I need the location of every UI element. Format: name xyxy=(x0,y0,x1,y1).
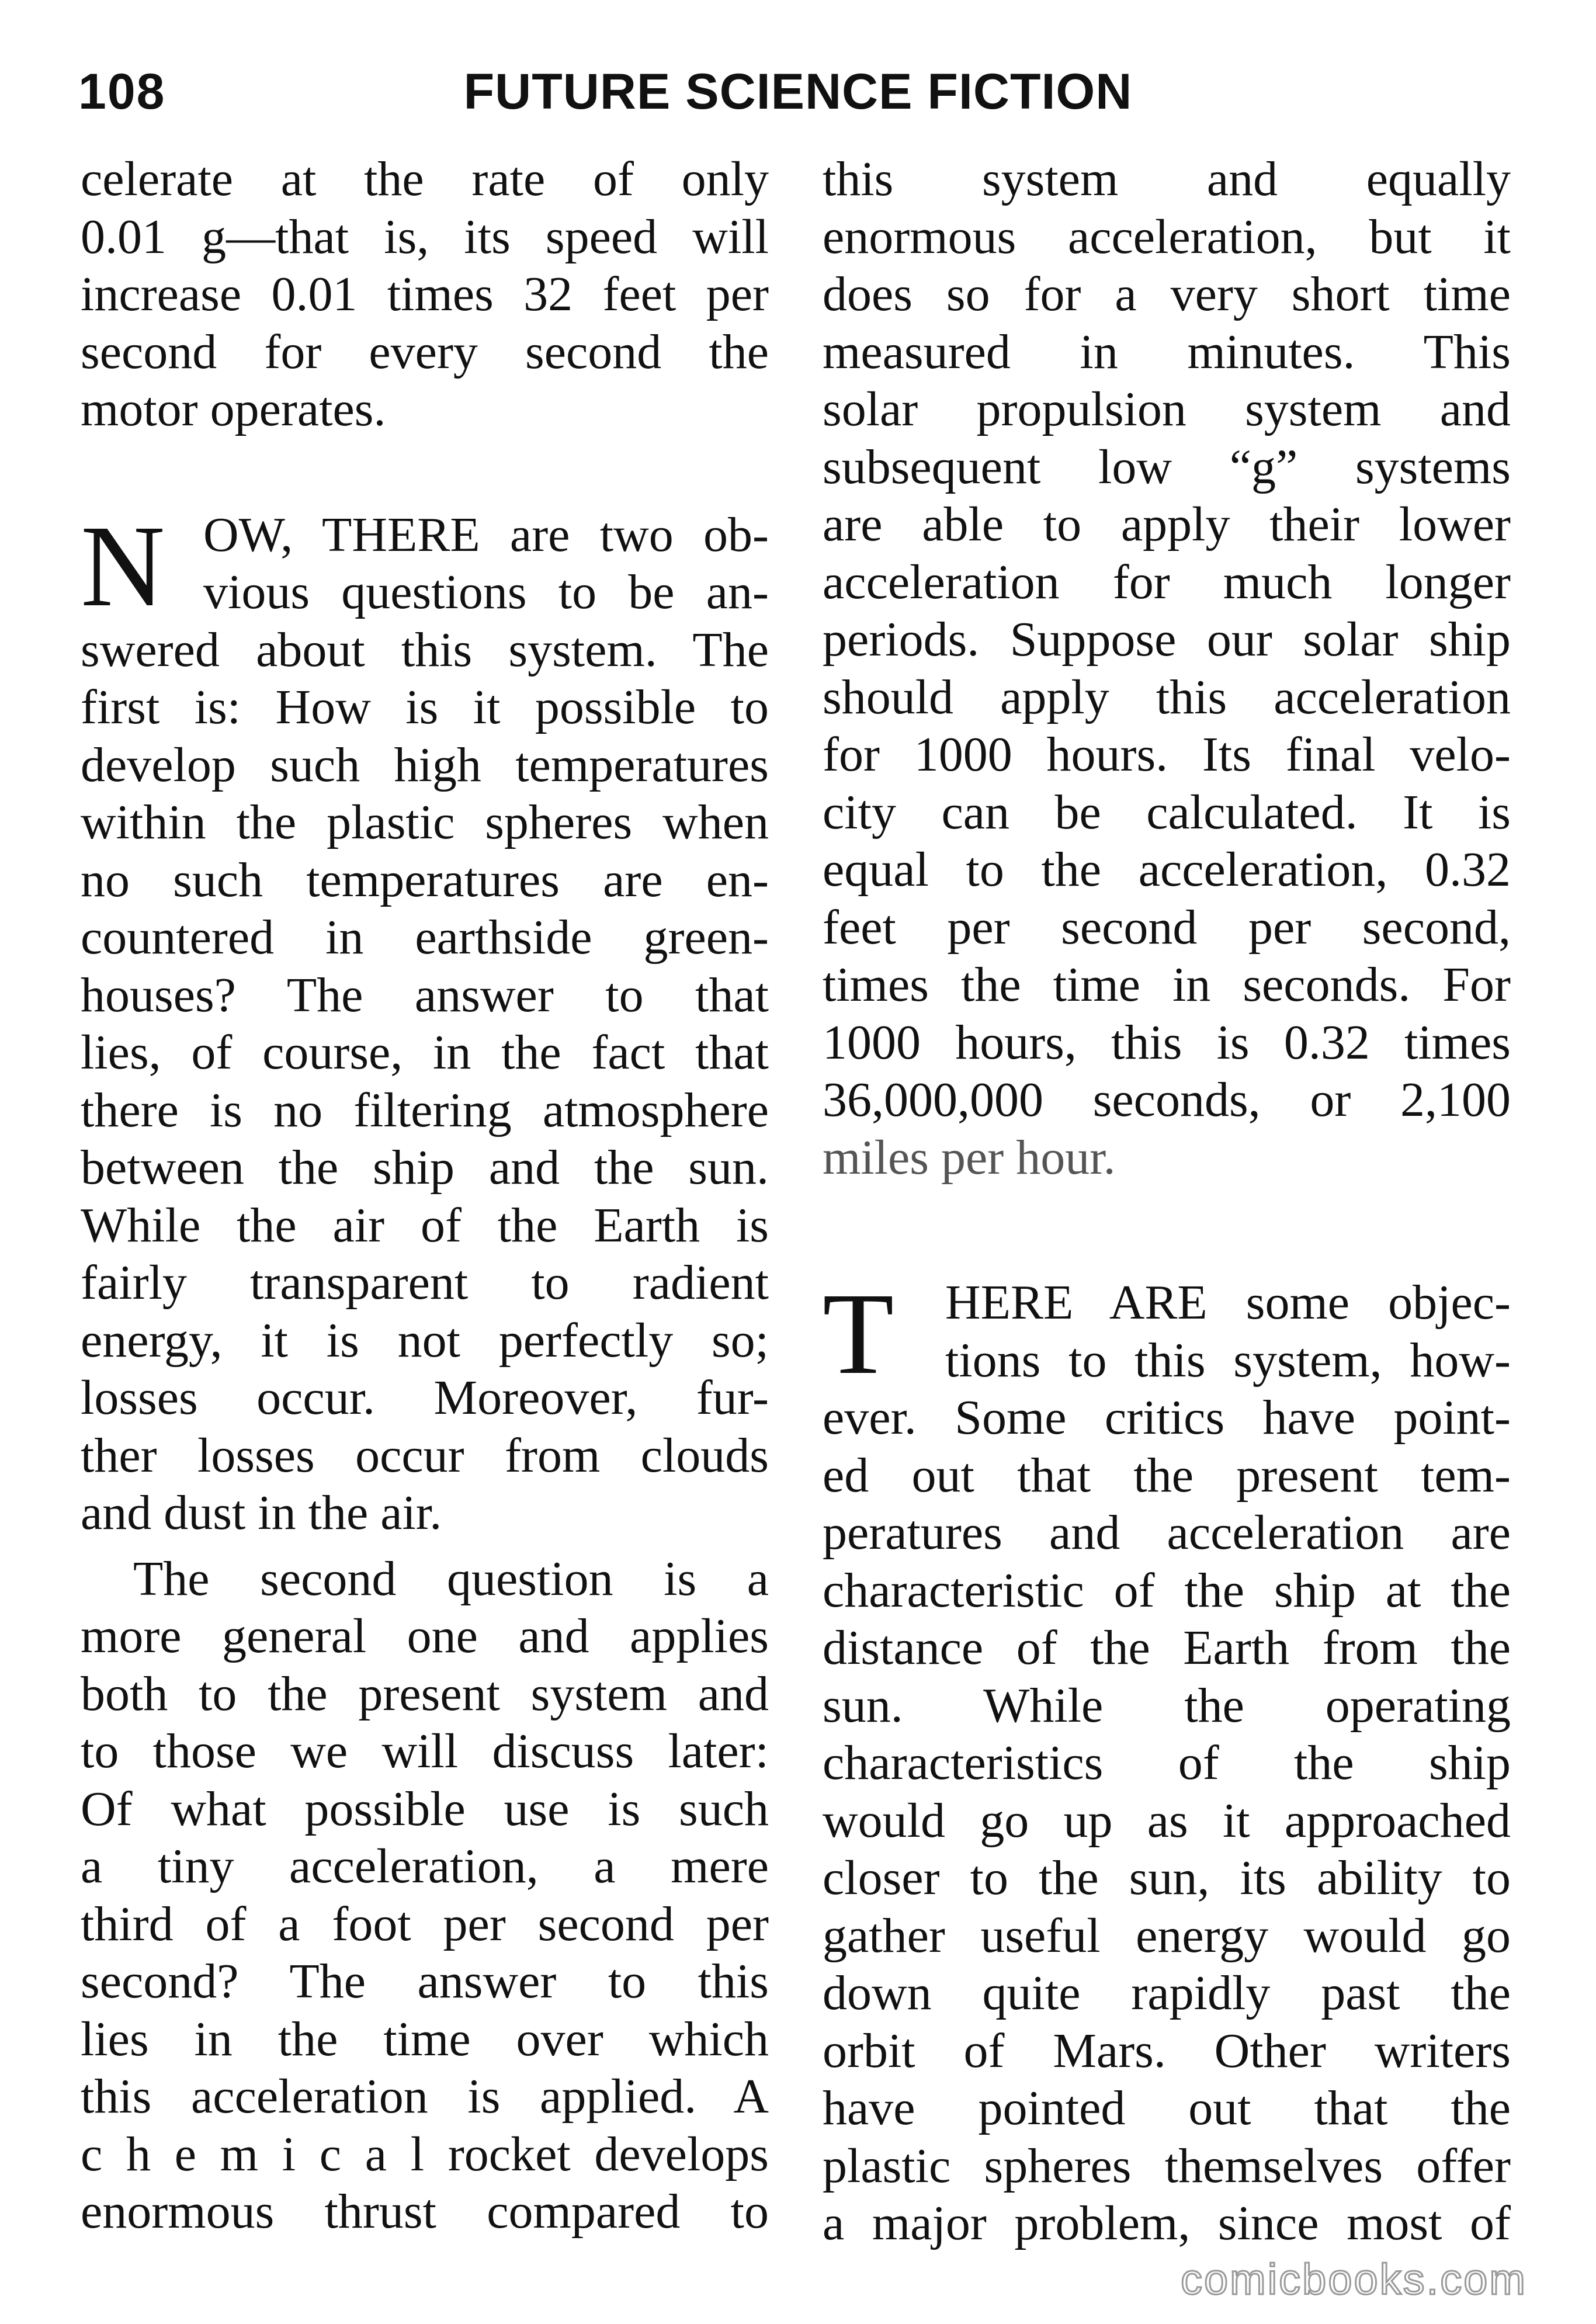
paragraph xyxy=(823,1269,1511,2253)
text-line: miles per hour. xyxy=(823,1130,1116,1185)
text-line: swered about this system. The xyxy=(81,622,769,677)
text-line: would go up as it approached xyxy=(823,1793,1511,1848)
paragraph xyxy=(81,151,769,439)
text-line: houses? The answer to that xyxy=(81,967,769,1022)
text-line: orbit of Mars. Other writers xyxy=(823,2023,1511,2078)
text-line: peratures and acceleration are xyxy=(823,1506,1511,1560)
text-line: tions to this system, how- xyxy=(945,1333,1511,1388)
section-break xyxy=(823,1187,1511,1274)
text-line: feet per second per second, xyxy=(823,900,1511,955)
text-line: 36,000,000 seconds, or 2,100 xyxy=(823,1073,1511,1127)
text-line: times the time in seconds. For xyxy=(823,958,1511,1012)
text-line: gather useful energy would go xyxy=(823,1908,1511,1963)
text-line: first is: How is it possible to xyxy=(81,680,769,734)
text-line: second? The answer to this xyxy=(81,1954,769,2009)
text-line: city can be calculated. It is xyxy=(823,785,1511,840)
text-line: celerate at the rate of only xyxy=(81,152,769,206)
site-watermark: comicbooks.com xyxy=(1180,2255,1527,2304)
text-line: plastic spheres themselves offer xyxy=(823,2138,1511,2193)
text-line: to those we will discuss later: xyxy=(81,1724,769,1778)
text-line: and dust in the air. xyxy=(81,1486,442,1540)
text-line: second for every second the xyxy=(81,324,769,379)
text-line: measured in minutes. This xyxy=(823,324,1511,379)
text-line: are able to apply their lower xyxy=(823,497,1511,551)
text-line: subsequent low “g” systems xyxy=(823,439,1511,494)
text-line: OW, THERE are two ob- xyxy=(203,507,769,562)
text-line: develop such high temperatures xyxy=(81,737,769,792)
text-line: enormous thrust compared to xyxy=(81,2184,769,2239)
text-line: lies in the time over which xyxy=(81,2011,769,2066)
paragraph xyxy=(81,1551,769,2241)
text-line: there is no filtering atmosphere xyxy=(81,1083,769,1137)
paragraph-gap xyxy=(81,1542,769,1551)
text-line: 0.01 g—that is, its speed will xyxy=(81,209,769,264)
text-line: between the ship and the sun. xyxy=(81,1140,769,1195)
text-line: characteristic of the ship at the xyxy=(823,1563,1511,1618)
right-column xyxy=(823,151,1511,2253)
text-line: closer to the sun, its ability to xyxy=(823,1851,1511,1905)
text-line: within the plastic spheres when xyxy=(81,795,769,849)
text-line: acceleration for much longer xyxy=(823,554,1511,609)
running-title: FUTURE SCIENCE FICTION xyxy=(463,64,1133,120)
text-line: sun. While the operating xyxy=(823,1678,1511,1733)
text-line: does so for a very short time xyxy=(823,267,1511,321)
text-line: solar propulsion system and xyxy=(823,382,1511,436)
text-line: third of a foot per second per xyxy=(81,1896,769,1951)
text-line: increase 0.01 times 32 feet per xyxy=(81,267,769,321)
text-line: should apply this acceleration xyxy=(823,670,1511,724)
page-number: 108 xyxy=(78,64,166,120)
paragraph xyxy=(823,151,1511,1187)
text-line: 1000 hours, this is 0.32 times xyxy=(823,1015,1511,1070)
drop-cap: N xyxy=(81,501,165,631)
drop-cap: T xyxy=(823,1269,894,1399)
text-line: HERE ARE some objec- xyxy=(945,1275,1511,1330)
text-line: Of what possible use is such xyxy=(81,1781,769,1836)
text-line: vious questions to be an- xyxy=(203,565,769,619)
text-line: a tiny acceleration, a mere xyxy=(81,1839,769,1893)
text-line: The second question is a xyxy=(133,1551,769,1606)
text-line: characteristics of the ship xyxy=(823,1736,1511,1790)
text-line: for 1000 hours. Its final velo- xyxy=(823,727,1511,782)
section-break xyxy=(81,439,769,507)
text-line: While the air of the Earth is xyxy=(81,1198,769,1253)
text-line: equal to the acceleration, 0.32 xyxy=(823,842,1511,897)
text-line: losses occur. Moreover, fur- xyxy=(81,1371,769,1425)
text-line: this acceleration is applied. A xyxy=(81,2069,769,2124)
text-line: periods. Suppose our solar ship xyxy=(823,612,1511,667)
text-line: fairly transparent to radient xyxy=(81,1255,769,1310)
text-line: have pointed out that the xyxy=(823,2081,1511,2135)
text-line: ever. Some critics have point- xyxy=(823,1390,1511,1445)
text-line: both to the present system and xyxy=(81,1666,769,1721)
text-line: more general one and applies xyxy=(81,1609,769,1663)
text-line: enormous acceleration, but it xyxy=(823,209,1511,264)
text-line: motor operates. xyxy=(81,382,386,436)
left-column xyxy=(81,151,769,2241)
text-line: this system and equally xyxy=(823,152,1511,206)
text-line: no such temperatures are en- xyxy=(81,852,769,907)
text-line: ther losses occur from clouds xyxy=(81,1428,769,1483)
text-line: lies, of course, in the fact that xyxy=(81,1025,769,1080)
text-line: down quite rapidly past the xyxy=(823,1966,1511,2020)
text-line: ed out that the present tem- xyxy=(823,1448,1511,1503)
paragraph xyxy=(81,501,769,1542)
text-line: distance of the Earth from the xyxy=(823,1621,1511,1675)
text-line: energy, it is not perfectly so; xyxy=(81,1313,769,1368)
page-header xyxy=(0,0,1596,152)
text-line: a major problem, since most of xyxy=(823,2196,1511,2250)
text-line: c h e m i c a l rocket develops xyxy=(81,2127,769,2181)
text-line: countered in earthside green- xyxy=(81,910,769,965)
